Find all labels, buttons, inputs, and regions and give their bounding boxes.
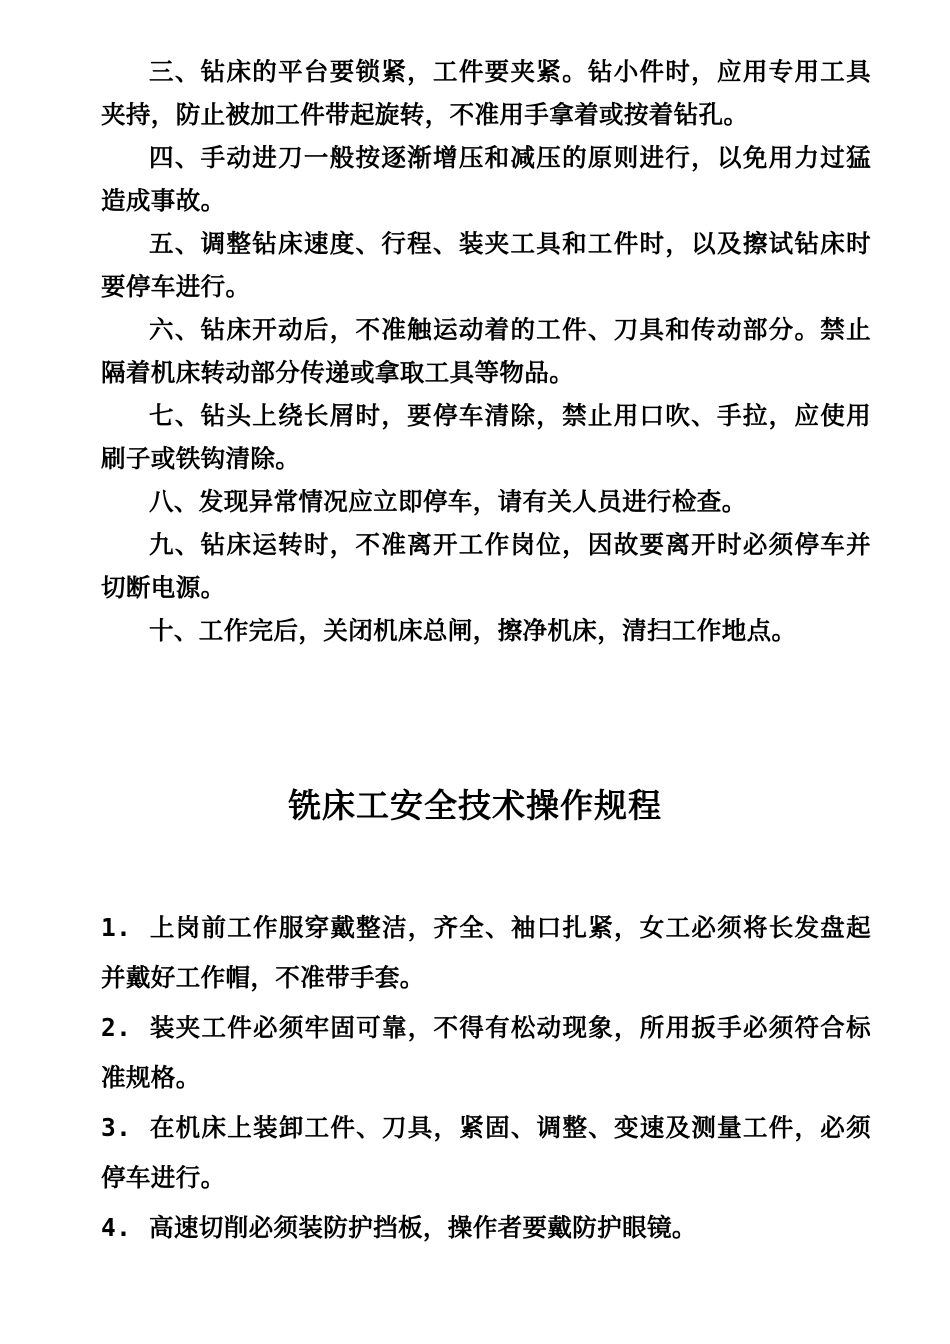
rule-paragraph-6: 六、钻床开动后，不准触运动着的工件、刀具和传动部分。禁止隔着机床转动部分传递或拿取工具等物品。 — [101, 315, 871, 387]
rule-paragraph-10: 十、工作完后，关闭机床总闸，擦净机床，清扫工作地点。 — [149, 616, 797, 645]
milling-rules-list — [101, 903, 871, 1253]
rule-paragraph-4: 四、手动进刀一般按逐渐增压和减压的原则进行，以免用力过猛造成事故。 — [101, 143, 871, 215]
rule-paragraph-7: 七、钻头上绕长屑时，要停车清除，禁止用口吹、手拉，应使用刷子或铁钩清除。 — [101, 401, 871, 473]
list-item — [101, 903, 871, 1003]
rule-paragraph-9: 九、钻床运转时，不准离开工作岗位，因故要离开时必须停车并切断电源。 — [101, 530, 871, 602]
list-item — [101, 1103, 871, 1203]
list-item-number: 1. — [101, 913, 132, 942]
list-item-number: 2. — [101, 1013, 132, 1042]
rule-paragraph-5: 五、调整钻床速度、行程、装夹工具和工件时，以及擦试钻床时要停车进行。 — [101, 229, 871, 301]
rule-paragraph-3: 三、钻床的平台要锁紧，工件要夹紧。钻小件时，应用专用工具夹持，防止被加工件带起旋转，不准用手拿着或按着钻孔。 — [101, 57, 871, 129]
list-item — [101, 1203, 871, 1253]
list-item-text: 上岗前工作服穿戴整洁，齐全、袖口扎紧，女工必须将长发盘起并戴好工作帽，不准带手套。 — [101, 913, 871, 992]
section-title: 铣床工安全技术操作规程 — [288, 786, 662, 825]
list-item-text: 装夹工件必须牢固可靠，不得有松动现象，所用扳手必须符合标准规格。 — [101, 1013, 871, 1092]
drill-rules-continued — [101, 50, 871, 652]
list-item — [101, 1003, 871, 1103]
list-item-number: 4. — [101, 1213, 132, 1242]
rule-paragraph-8: 八、发现异常情况应立即停车，请有关人员进行检查。 — [149, 487, 747, 516]
list-item-text: 在机床上装卸工件、刀具，紧固、调整、变速及测量工件，必须停车进行。 — [101, 1113, 871, 1192]
list-item-number: 3. — [101, 1113, 132, 1142]
list-item-text: 高速切削必须装防护挡板，操作者要戴防护眼镜。 — [149, 1213, 697, 1242]
